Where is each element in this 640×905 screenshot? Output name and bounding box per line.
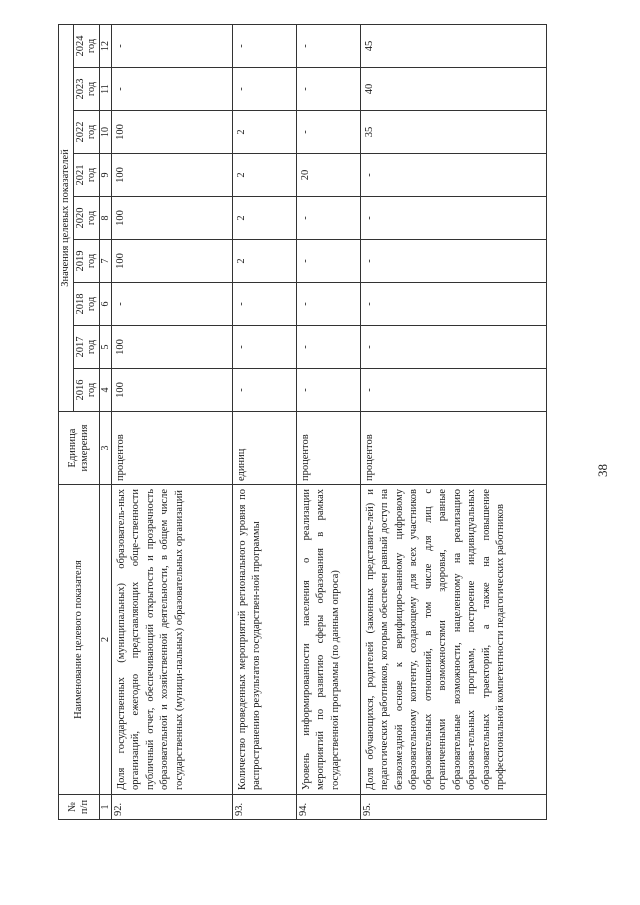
value-cell: - — [360, 283, 546, 326]
indicator-name: Количество проведенных мероприятий регионального уровня по распространению результатов государствен-ной программы — [232, 485, 296, 795]
header-year: 2018 год — [73, 283, 99, 326]
value-cell: - — [296, 68, 360, 111]
value-cell: - — [296, 111, 360, 154]
unit-cell: процентов — [296, 412, 360, 485]
header-name: Наименование целевого показателя — [59, 485, 100, 795]
column-number: 11 — [99, 68, 111, 111]
unit-cell: процентов — [360, 412, 546, 485]
value-cell: 2 — [232, 240, 296, 283]
header-year: 2019 год — [73, 240, 99, 283]
column-number: 4 — [99, 369, 111, 412]
column-number: 1 — [99, 795, 111, 820]
value-cell: 2 — [232, 197, 296, 240]
row-number: 95. — [360, 795, 546, 820]
value-cell: - — [296, 283, 360, 326]
value-cell: 100 — [111, 240, 232, 283]
value-cell: - — [360, 326, 546, 369]
value-cell: 100 — [111, 154, 232, 197]
row-number: 93. — [232, 795, 296, 820]
value-cell: - — [232, 24, 296, 67]
column-number: 12 — [99, 24, 111, 67]
column-number: 6 — [99, 283, 111, 326]
column-number: 10 — [99, 111, 111, 154]
value-cell: 40 — [360, 68, 546, 111]
value-cell: - — [111, 68, 232, 111]
header-unit: Единица измерения — [59, 412, 100, 485]
table-body — [111, 24, 546, 819]
value-cell: - — [360, 154, 546, 197]
value-cell: - — [296, 24, 360, 67]
value-cell: - — [360, 197, 546, 240]
header-values-group: Значения целевых показателей — [59, 24, 74, 411]
table-row — [232, 24, 296, 819]
value-cell: - — [296, 240, 360, 283]
value-cell: 20 — [296, 154, 360, 197]
value-cell: 100 — [111, 369, 232, 412]
table-row — [111, 24, 232, 819]
row-number: 92. — [111, 795, 232, 820]
value-cell: 2 — [232, 154, 296, 197]
column-number: 5 — [99, 326, 111, 369]
page-number: 38 — [595, 464, 610, 477]
header-year: 2017 год — [73, 326, 99, 369]
value-cell: - — [296, 369, 360, 412]
column-number: 3 — [99, 412, 111, 485]
unit-cell: единиц — [232, 412, 296, 485]
column-number: 8 — [99, 197, 111, 240]
header-year: 2021 год — [73, 154, 99, 197]
unit-cell: процентов — [111, 412, 232, 485]
row-number: 94. — [296, 795, 360, 820]
value-cell: - — [360, 369, 546, 412]
value-cell: - — [296, 197, 360, 240]
value-cell: - — [232, 283, 296, 326]
value-cell: 100 — [111, 111, 232, 154]
indicator-name: Доля государственных (муниципальных) образователь-ных организаций, ежегодно представляющих обще-ственности публичный отчет, обеспечивающий открытость и прозрачность образовательной и хозяйственной деятельности, в общем числе государственных (муници-пальных) образовательных организаций — [111, 485, 232, 795]
column-number-row — [99, 24, 111, 819]
value-cell: 45 — [360, 24, 546, 67]
column-number: 2 — [99, 485, 111, 795]
header-year: 2016 год — [73, 369, 99, 412]
header-year: 2022 год — [73, 111, 99, 154]
column-number: 9 — [99, 154, 111, 197]
value-cell: - — [111, 283, 232, 326]
indicators-table — [58, 24, 547, 820]
value-cell: 100 — [111, 197, 232, 240]
value-cell: 100 — [111, 326, 232, 369]
header-year: 2020 год — [73, 197, 99, 240]
value-cell: - — [232, 326, 296, 369]
table-row — [360, 24, 546, 819]
indicator-name: Доля обучающихся, родителей (законных представите-лей) и педагогических работников, которым обеспечен равный доступ на безвозмездной основе к верифициро-ванному цифровому образовательному контенту, создающему для всех участников образовательных отношений, в том числе для лиц с ограниченными возможностями здоровья, равные образовательные возможности, нацеленному на реализацию образова-тельных программ, построение индивидуальных образовательных траекторий, а также на повышение профессиональной компетентности педагогических работников — [360, 485, 546, 795]
value-cell: - — [296, 326, 360, 369]
value-cell: 35 — [360, 111, 546, 154]
value-cell: - — [232, 68, 296, 111]
value-cell: - — [232, 369, 296, 412]
column-number: 7 — [99, 240, 111, 283]
value-cell: 2 — [232, 111, 296, 154]
table-row — [296, 24, 360, 819]
value-cell: - — [111, 24, 232, 67]
header-year: 2024 год — [73, 24, 99, 67]
header-no: № п/п — [59, 795, 100, 820]
value-cell: - — [360, 240, 546, 283]
indicator-name: Уровень информированности населения о реализации мероприятий по развитию сферы образования в рамках государственной программы (по данным опроса) — [296, 485, 360, 795]
header-year: 2023 год — [73, 68, 99, 111]
